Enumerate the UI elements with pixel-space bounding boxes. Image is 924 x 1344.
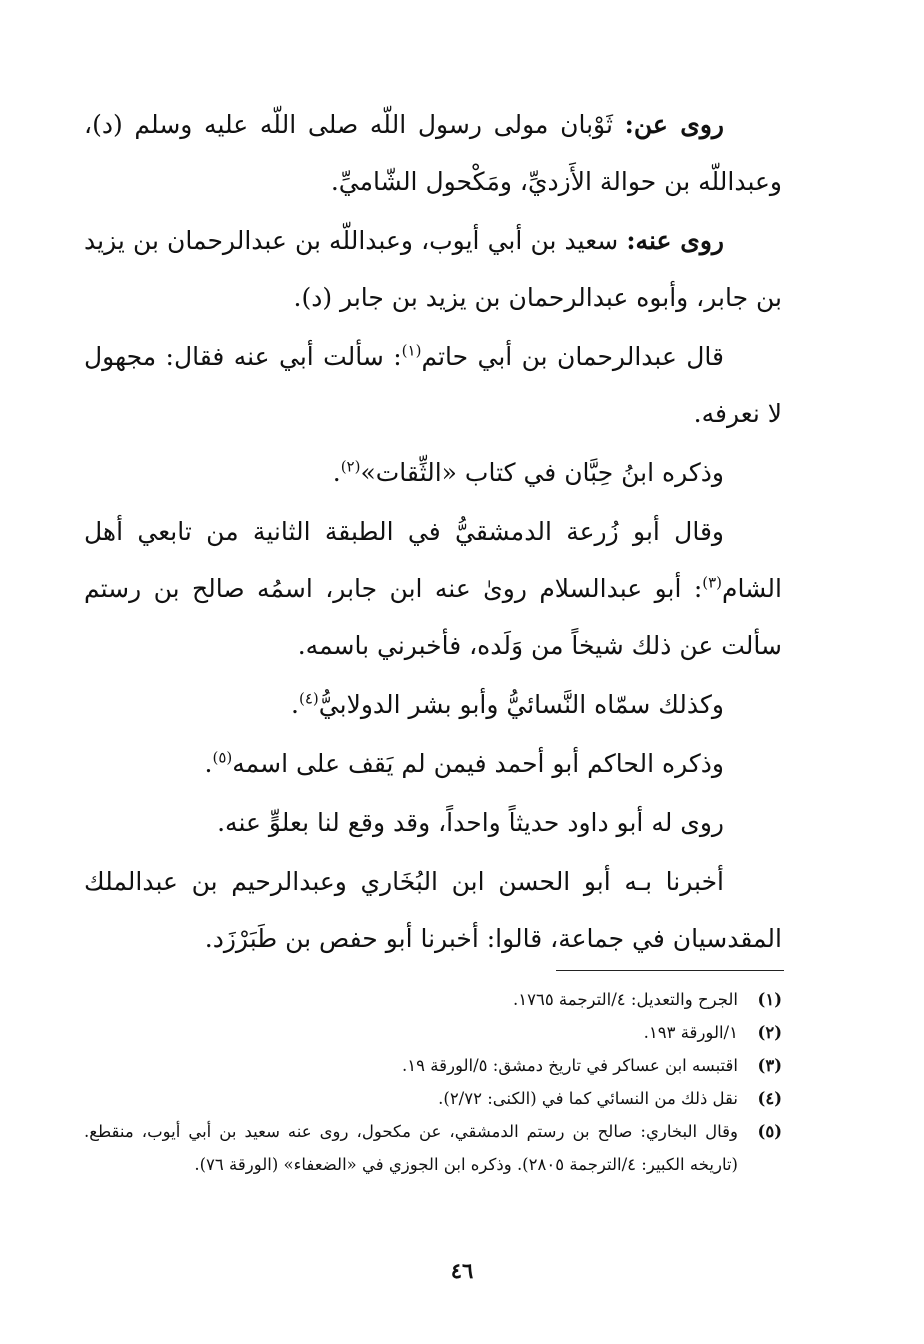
paragraph-abi-hatim [84,328,782,442]
footnote-item [84,1082,782,1115]
footnote-text: اقتبسه ابن عساكر في تاريخ دمشق: ٥/الورقة ١٩. [402,1056,738,1075]
paragraph-narrated-by [84,212,782,326]
footnote-number: (٣) [757,1056,782,1075]
paragraph-ibn-hibban [84,444,782,501]
footnote-item [84,1016,782,1049]
footnote-reference[interactable]: (٢) [340,457,361,476]
footnotes [84,983,782,1181]
paragraph-text-after: : سألت أبي عنه فقال: مجهول لا نعرفه. [84,342,782,428]
paragraph-text: أخبرنا بـه أبو الحسن ابن البُخَاري وعبدالرحيم بن عبدالملك المقدسيان في جماعة، قالوا: أخبرنا أبو حفص بن طَبَرْزَد. [84,867,782,953]
paragraph-hakim [84,735,782,792]
paragraph-abu-dawud [84,794,782,851]
paragraph-text: وكذلك سمّاه النَّسائيُّ وأبو بشر الدولابيُّ [318,690,724,719]
paragraph-isnad [84,853,782,967]
paragraph-lead: روى عن: [624,110,724,139]
paragraph-text-after: . [291,690,299,719]
paragraph-nasai [84,676,782,733]
footnote-number: (٢) [757,1023,782,1042]
footnote-reference[interactable]: (٥) [212,748,233,767]
footnote-item [84,1115,782,1181]
footnote-text: ١/الورقة ١٩٣. [643,1023,738,1042]
footnote-reference[interactable]: (٤) [299,689,319,708]
paragraph-text-after: . [332,458,341,487]
paragraph-abu-zura [84,503,782,674]
footnote-text: الجرح والتعديل: ٤/الترجمة ١٧٦٥. [512,990,738,1009]
paragraph-narrated-from [84,96,782,210]
footnote-reference[interactable]: (٣) [702,573,723,592]
footnote-text: وقال البخاري: صالح بن رستم الدمشقي، عن مكحول، روى عنه سعيد بن أبي أيوب، منقطع. (تاريخه الكبير: ٤/الترجمة ٢٨٠٥). وذكره ابن الجوزي في «الضعفاء» (الورقة ٧٦). [84,1122,738,1174]
paragraph-text: روى له أبو داود حديثاً واحداً، وقد وقع لنا بعلوٍّ عنه. [217,808,724,837]
footnote-number: (١) [757,990,782,1009]
paragraph-text: وقال أبو زُرعة الدمشقيُّ في الطبقة الثانية من تابعي أهل الشام [84,517,782,603]
footnote-separator [556,970,784,971]
footnote-item [84,1049,782,1082]
footnote-text: نقل ذلك من النسائي كما في (الكنى: ٢/٧٢). [438,1089,738,1108]
paragraph-text-after: : أبو عبدالسلام روىٰ عنه ابن جابر، اسمُه صالح بن رستم سألت عن ذلك شيخاً من وَلَده، فأخبرني باسمه. [84,574,782,660]
paragraph-text: قال عبدالرحمان بن أبي حاتم [421,342,724,371]
paragraph-text-after: . [204,749,213,778]
paragraph-text: سعيد بن أبي أيوب، وعبداللّه بن عبدالرحمان بن يزيد بن جابر، وأبوه عبدالرحمان بن يزيد بن جابر (د). [84,226,782,312]
paragraph-text: وذكره ابنُ حِبَّان في كتاب «الثِّقات» [360,458,724,487]
paragraph-text: وذكره الحاكم أبو أحمد فيمن لم يَقف على اسمه [232,749,724,778]
footnote-number: (٥) [757,1122,782,1141]
paragraph-lead: روى عنه: [626,226,724,255]
footnote-number: (٤) [757,1089,782,1108]
main-text [84,96,782,969]
footnote-reference[interactable]: (١) [401,341,422,360]
paragraph-text: ثَوْبان مولى رسول اللّه صلى اللّه عليه وسلم (د)، وعبداللّه بن حوالة الأَزديِّ، ومَكْحول الشّاميِّ. [84,110,782,196]
footnote-item [84,983,782,1016]
page-number: ٤٦ [450,1258,474,1283]
